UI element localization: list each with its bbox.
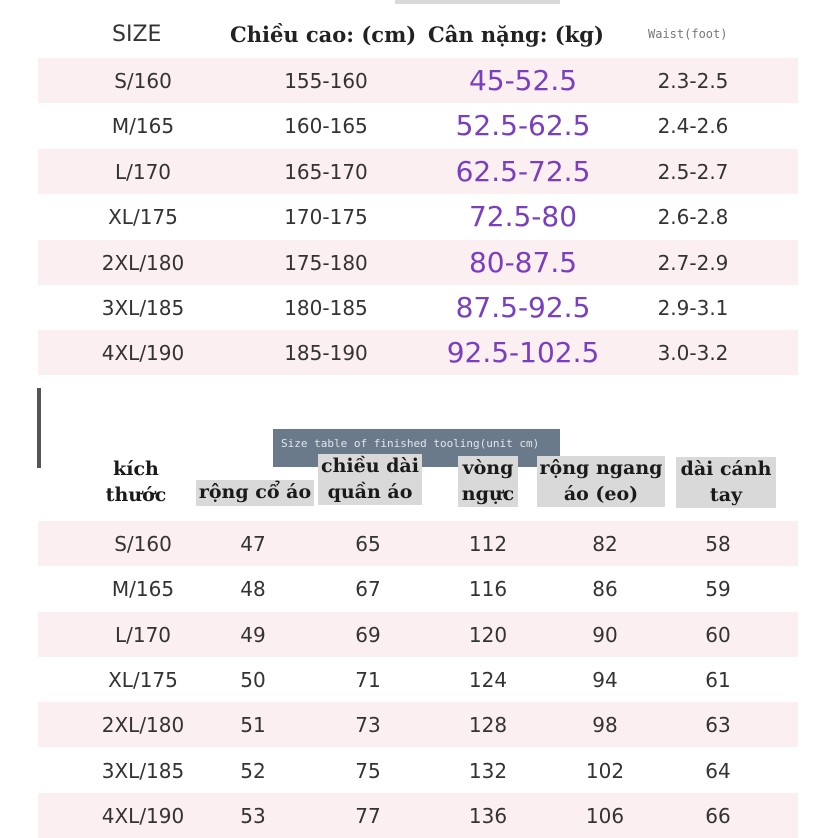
table2-cell-waist: 86 — [592, 576, 618, 601]
table2-cell-neck: 49 — [240, 622, 266, 647]
table2-header-waist-line1: rộng ngang — [539, 457, 663, 479]
table2-header-size-line1: kích — [113, 458, 159, 480]
table2-cell-waist: 82 — [592, 531, 618, 556]
table1-header-waist: Waist(foot) — [648, 27, 728, 41]
table2-cell-sleeve: 60 — [705, 622, 731, 647]
table2-cell-length: 71 — [355, 667, 381, 692]
table2-cell-waist: 98 — [592, 712, 618, 737]
table2-title-banner: Size table of finished tooling(unit cm) — [273, 429, 560, 467]
table2-cell-chest: 136 — [468, 803, 508, 828]
table1-cell-height: 170-175 — [284, 204, 368, 229]
table2-header-neck: rộng cổ áo — [196, 480, 314, 506]
table1-cell-size: 3XL/185 — [101, 295, 185, 320]
table1-row — [38, 240, 798, 285]
table2-header-waist-line2: áo (eo) — [563, 482, 639, 505]
table1-row — [38, 149, 798, 194]
table2-header-length — [318, 454, 422, 505]
table1-cell-weight: 87.5-92.5 — [455, 291, 591, 324]
table2-cell-size: 2XL/180 — [101, 712, 185, 737]
table2-cell-sleeve: 61 — [705, 667, 731, 692]
table1-cell-height: 165-170 — [284, 159, 368, 184]
table1-cell-height: 155-160 — [284, 68, 368, 93]
table1-row — [38, 194, 798, 239]
table2-cell-size: XL/175 — [108, 667, 178, 692]
table1-header-height: Chiều cao: (cm) — [230, 21, 417, 47]
table1-cell-size: M/165 — [111, 113, 175, 138]
table1-cell-weight: 62.5-72.5 — [455, 155, 591, 188]
table1-cell-waist: 2.4-2.6 — [657, 113, 729, 138]
table1-cell-size: XL/175 — [108, 204, 178, 229]
table2-header-length-line1: chiều dài — [321, 455, 419, 477]
table2-cell-sleeve: 64 — [705, 758, 731, 783]
table1-cell-weight: 45-52.5 — [468, 64, 578, 97]
table1-row — [38, 58, 798, 103]
table1-cell-size: L/170 — [114, 159, 172, 184]
table2-header-sleeve — [676, 457, 776, 508]
table2-cell-length: 65 — [355, 531, 381, 556]
table2-cell-chest: 116 — [468, 576, 508, 601]
table1-row — [38, 330, 798, 375]
table1-cell-size: 4XL/190 — [101, 340, 185, 365]
table2-row — [38, 702, 798, 747]
table2-cell-neck: 52 — [240, 758, 266, 783]
table2-cell-neck: 50 — [240, 667, 266, 692]
table2-header-chest-line2: ngực — [461, 482, 515, 505]
table2-cell-size: M/165 — [111, 576, 175, 601]
table1-cell-waist: 2.9-3.1 — [657, 295, 729, 320]
table2-cell-chest: 112 — [468, 531, 508, 556]
table2-cell-length: 69 — [355, 622, 381, 647]
table2-cell-neck: 48 — [240, 576, 266, 601]
table1-cell-height: 180-185 — [284, 295, 368, 320]
table2-cell-neck: 47 — [240, 531, 266, 556]
table1-cell-waist: 3.0-3.2 — [657, 340, 729, 365]
table1-cell-waist: 2.3-2.5 — [657, 68, 729, 93]
table1-cell-weight: 52.5-62.5 — [455, 109, 591, 142]
table1-cell-size: 2XL/180 — [101, 250, 185, 275]
table2-cell-size: 3XL/185 — [101, 758, 185, 783]
table1-cell-size: S/160 — [114, 68, 172, 93]
table2-cell-size: S/160 — [114, 531, 172, 556]
table2-cell-chest: 120 — [468, 622, 508, 647]
table2-row — [38, 521, 798, 566]
table2-cell-size: 4XL/190 — [101, 803, 185, 828]
table1-row — [38, 103, 798, 148]
table1-cell-weight: 92.5-102.5 — [446, 336, 600, 369]
table2-cell-chest: 124 — [468, 667, 508, 692]
table1-header-weight: Cân nặng: (kg) — [428, 21, 604, 47]
table1-cell-waist: 2.5-2.7 — [657, 159, 729, 184]
table2-row — [38, 748, 798, 793]
table2-header — [0, 452, 836, 522]
top-edge-strip — [395, 0, 560, 4]
table2-cell-length: 75 — [355, 758, 381, 783]
table2-row — [38, 657, 798, 702]
table2-cell-waist: 106 — [585, 803, 625, 828]
table2-cell-waist: 102 — [585, 758, 625, 783]
table1-cell-weight: 72.5-80 — [468, 200, 578, 233]
table2-cell-sleeve: 58 — [705, 531, 731, 556]
table2-header-sleeve-line2: tay — [709, 483, 743, 506]
table2-row — [38, 612, 798, 657]
table2-header-chest-line1: vòng — [462, 457, 514, 479]
table2-cell-size: L/170 — [114, 622, 172, 647]
table1-row — [38, 285, 798, 330]
table2-cell-waist: 94 — [592, 667, 618, 692]
table2-header-size-line2: thước — [105, 483, 167, 506]
table2-cell-neck: 53 — [240, 803, 266, 828]
table2-header-sleeve-line1: dài cánh — [680, 458, 772, 480]
table2-cell-waist: 90 — [592, 622, 618, 647]
table2-cell-chest: 132 — [468, 758, 508, 783]
table1-cell-height: 185-190 — [284, 340, 368, 365]
table2-cell-neck: 51 — [240, 712, 266, 737]
table2-cell-length: 67 — [355, 576, 381, 601]
table1-cell-height: 160-165 — [284, 113, 368, 138]
table2-cell-sleeve: 66 — [705, 803, 731, 828]
table2-cell-length: 73 — [355, 712, 381, 737]
table1-header-size: SIZE — [112, 21, 162, 47]
table2-row — [38, 793, 798, 838]
table2-header-waist — [537, 456, 665, 507]
table2-header-chest — [458, 456, 518, 507]
table1-cell-waist: 2.7-2.9 — [657, 250, 729, 275]
table1-cell-weight: 80-87.5 — [468, 246, 578, 279]
table2-cell-length: 77 — [355, 803, 381, 828]
table1-cell-height: 175-180 — [284, 250, 368, 275]
table2-header-size — [98, 457, 174, 508]
table1-cell-waist: 2.6-2.8 — [657, 204, 729, 229]
table2-cell-sleeve: 63 — [705, 712, 731, 737]
table2-cell-chest: 128 — [468, 712, 508, 737]
table2-cell-sleeve: 59 — [705, 576, 731, 601]
table2-header-length-line2: quần áo — [327, 480, 413, 503]
table2-row — [38, 566, 798, 611]
table1-header — [0, 12, 836, 56]
